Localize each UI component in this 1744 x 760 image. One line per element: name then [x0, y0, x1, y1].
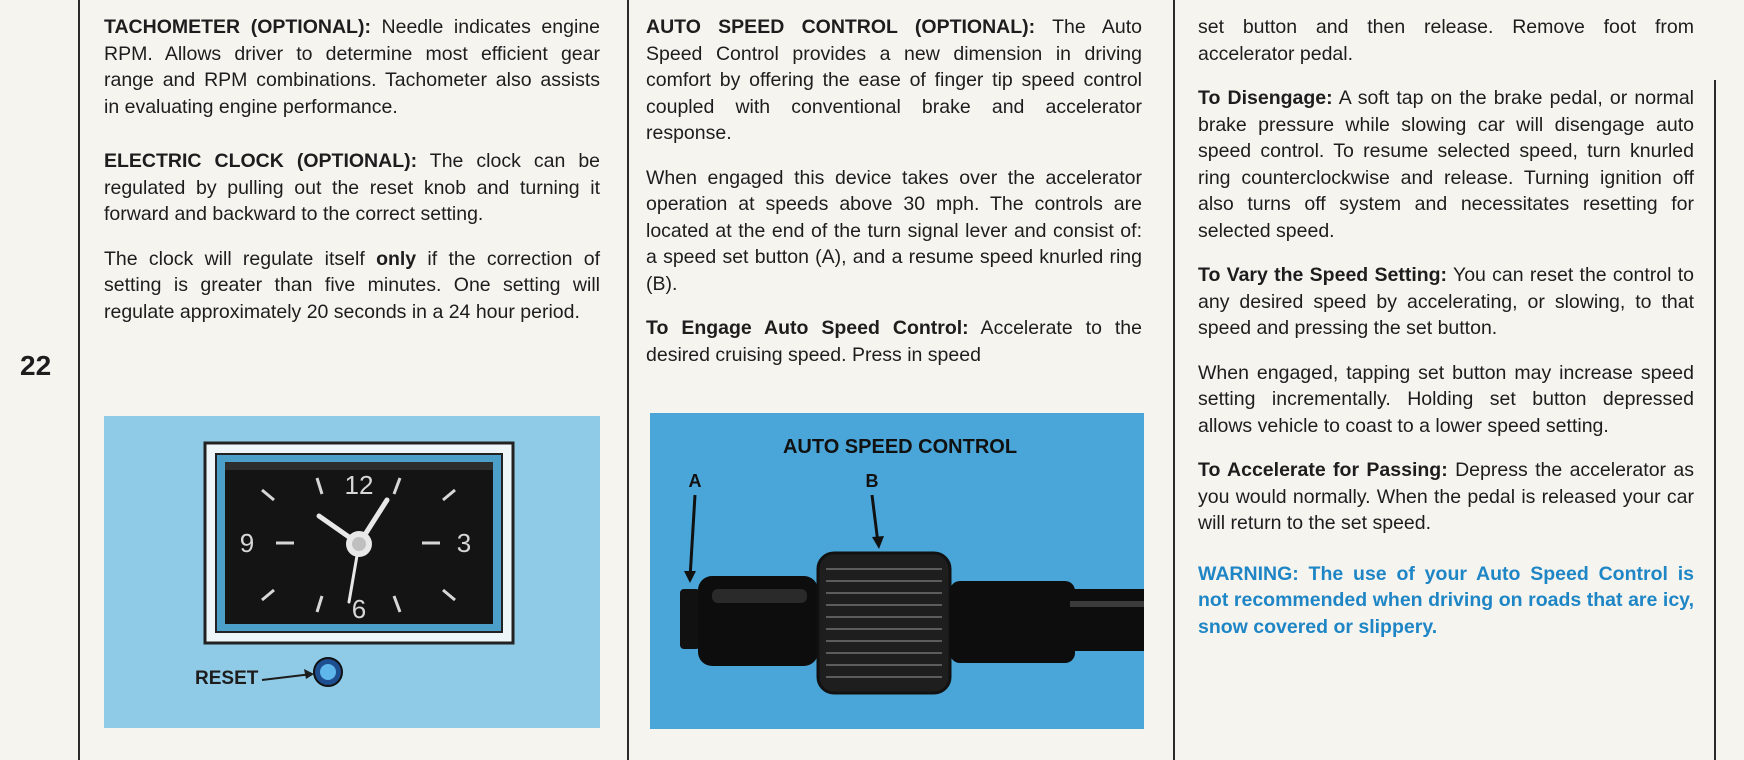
- lever-shaft-highlight: [1070, 601, 1144, 607]
- speed-control-drawing: [650, 413, 1144, 729]
- clock-numeral-6: 6: [351, 594, 367, 624]
- tachometer-heading: TACHOMETER (OPTIONAL):: [104, 16, 371, 38]
- vary-speed-heading: To Vary the Speed Setting:: [1198, 264, 1448, 286]
- column-rule-right: [1173, 0, 1175, 760]
- column-1: [104, 14, 600, 343]
- regulation-text-before: The clock will regulate itself: [104, 247, 377, 270]
- passing-paragraph: [1198, 457, 1694, 537]
- clock-illustration: [104, 416, 600, 728]
- clock-face-highlight: [225, 462, 493, 470]
- auto-speed-engaged-text: When engaged this device takes over the accelerator operation at speeds above 30 mph. The controls are located at the end of the turn signal lever and consist of: a speed set button (A), and a resume speed knurled ring (B).: [646, 166, 1142, 295]
- engage-paragraph: [646, 315, 1142, 368]
- warning-paragraph: WARNING: The use of your Auto Speed Control is not recommended when driving on roads that are icy, snow covered or slippery.: [1198, 562, 1694, 638]
- clock-regulation-paragraph: [104, 246, 600, 326]
- auto-speed-intro-text: The Auto Speed Control provides a new dimension in driving comfort by offering the ease of finger tip speed control coupled with conventional brake and accelerator response.: [646, 16, 1142, 144]
- tapping-paragraph: [1198, 360, 1694, 440]
- pointer-a: [690, 495, 695, 578]
- disengage-paragraph: [1198, 85, 1694, 244]
- label-a: A: [688, 471, 702, 491]
- lever-shaft: [1070, 589, 1144, 651]
- engage-text: Accelerate to the desired cruising speed. Press in speed: [646, 317, 1142, 366]
- tapping-text: When engaged, tapping set button may increase speed setting incrementally. Holding set button depressed allows vehicle to coast to a lower speed setting.: [1198, 361, 1694, 437]
- regulation-text-after: if the correction of setting is greater than five minutes. One setting will regulate approximately 20 seconds in a 24 hour period.: [104, 247, 600, 323]
- illustration-title: AUTO SPEED CONTROL: [782, 436, 1018, 458]
- disengage-heading: To Disengage:: [1198, 87, 1333, 109]
- passing-heading: To Accelerate for Passing:: [1198, 459, 1448, 481]
- auto-speed-intro-paragraph: [646, 14, 1142, 147]
- column-rule-middle: [627, 0, 629, 760]
- clock-text: The clock can be regulated by pulling out the reset knob and turning it forward and backward to the correct setting.: [104, 150, 601, 225]
- auto-speed-heading: AUTO SPEED CONTROL (OPTIONAL):: [646, 16, 1036, 38]
- reset-knob-center: [320, 664, 336, 680]
- pointer-b: [872, 495, 878, 543]
- tachometer-paragraph: [104, 14, 600, 120]
- set-button: [680, 589, 700, 649]
- reset-arrow-head: [304, 669, 314, 679]
- clock-numeral-3: 3: [456, 528, 472, 558]
- passing-text: Depress the accelerator as you would normally. When the pedal is released your car will return to the set speed.: [1198, 459, 1695, 534]
- pointer-a-head: [684, 571, 696, 583]
- reset-arrow-line: [262, 674, 312, 680]
- set-button-paragraph: [1198, 14, 1694, 67]
- label-b: B: [865, 471, 879, 491]
- lever-collar: [950, 581, 1075, 663]
- page-number: 22: [20, 350, 52, 381]
- clock-heading: ELECTRIC CLOCK (OPTIONAL):: [104, 150, 418, 172]
- clock-numeral-9: 9: [239, 528, 255, 558]
- lever-handle-highlight: [712, 589, 807, 603]
- engage-heading: To Engage Auto Speed Control:: [646, 317, 969, 339]
- clock-paragraph: [104, 148, 600, 228]
- clock-center-pin: [352, 537, 366, 551]
- tachometer-text: Needle indicates engine RPM. Allows driver to determine most efficient gear range and RPM combinations. Tachometer also assists in evaluating engine performance.: [104, 16, 600, 118]
- knurled-ring: [818, 553, 950, 693]
- clock-drawing: [104, 416, 600, 728]
- set-button-text: set button and then release. Remove foot from accelerator pedal.: [1198, 16, 1694, 65]
- vary-speed-paragraph: [1198, 262, 1694, 342]
- vary-speed-text: You can reset the control to any desired speed by accelerating, or slowing, to that speed and pressing the set button.: [1198, 264, 1694, 339]
- disengage-text: A soft tap on the brake pedal, or normal brake pressure while slowing car will disengage auto speed control. To resume selected speed, turn knurled ring counterclockwise and release. Turning ignition off also turns off system and necessitates resetting for selected speed.: [1198, 87, 1694, 242]
- regulation-text-bold: only: [376, 247, 417, 270]
- column-3: [1198, 14, 1694, 658]
- column-rule-left: [78, 0, 80, 760]
- pointer-b-head: [872, 536, 884, 549]
- page-edge-rule: [1714, 80, 1716, 760]
- reset-label: RESET: [195, 668, 259, 689]
- column-2: [646, 14, 1142, 386]
- clock-numeral-12: 12: [344, 470, 374, 500]
- auto-speed-control-illustration: [650, 413, 1144, 729]
- auto-speed-engaged-paragraph: [646, 165, 1142, 298]
